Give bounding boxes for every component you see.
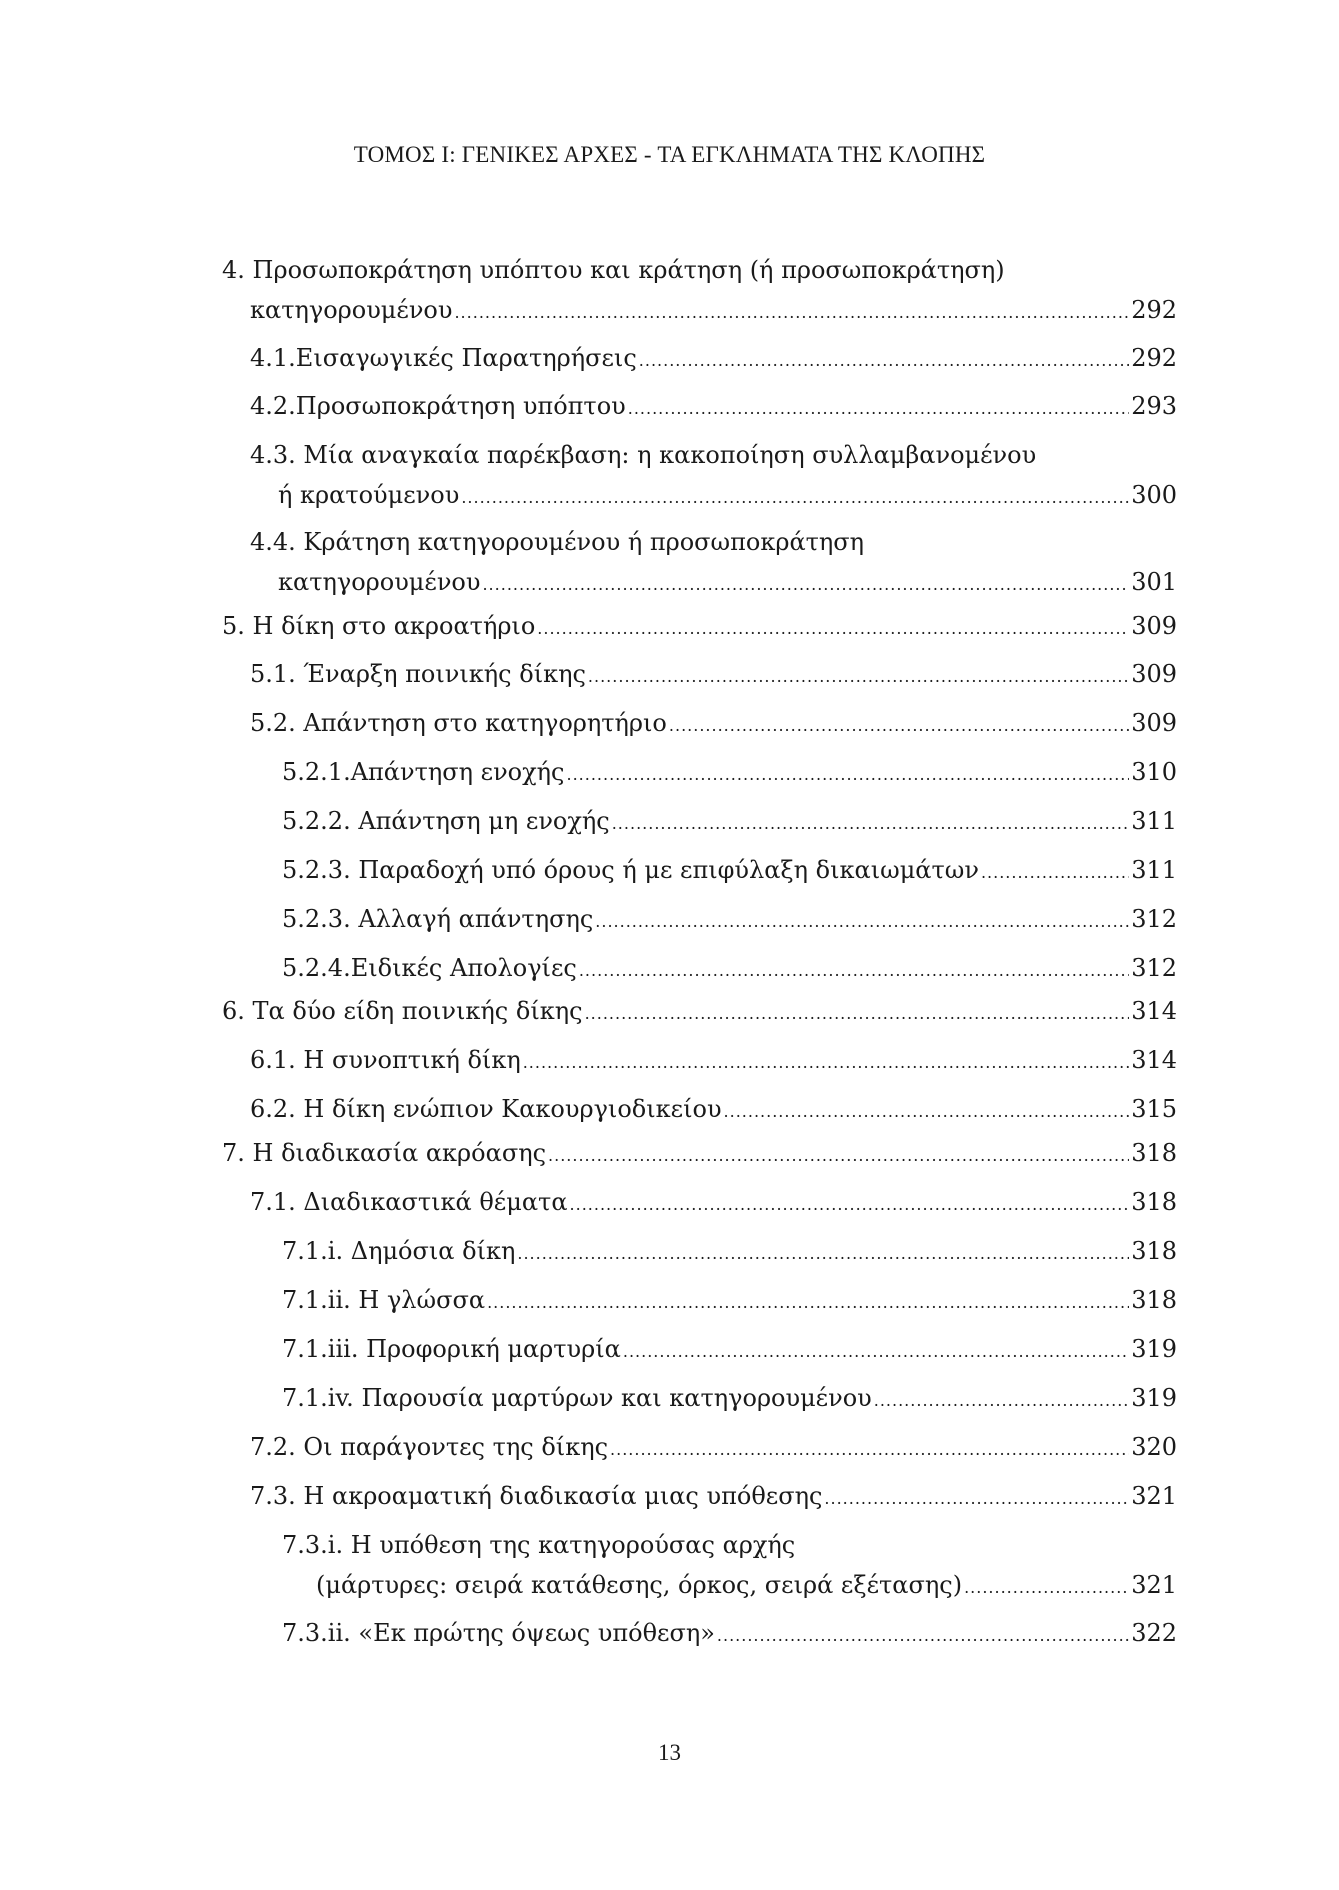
dot-leader <box>595 902 1129 942</box>
toc-entry[interactable] <box>282 752 1177 795</box>
toc-page-number: 315 <box>1131 1095 1177 1123</box>
dot-leader <box>981 853 1129 893</box>
toc-page-number: 318 <box>1131 1237 1177 1265</box>
dot-leader <box>585 994 1130 1034</box>
dot-leader <box>517 1234 1129 1274</box>
dot-leader <box>588 657 1129 697</box>
toc-entry-title: 7.1. Διαδικαστικά θέματα <box>250 1188 568 1216</box>
toc-entry[interactable] <box>282 899 1177 942</box>
toc-entry[interactable] <box>282 1329 1177 1372</box>
toc-page-number: 318 <box>1131 1188 1177 1216</box>
dot-leader <box>461 478 1129 518</box>
dot-leader <box>537 609 1129 649</box>
toc-entry-title: 4.1.Εισαγωγικές Παρατηρήσεις <box>250 344 637 372</box>
toc-page-number: 319 <box>1131 1384 1177 1412</box>
dot-leader <box>623 1332 1129 1372</box>
toc-entry-title: 5.2.1.Απάντηση ενοχής <box>282 758 565 786</box>
dot-leader <box>612 804 1129 844</box>
toc-entry-title: (μάρτυρες: σειρά κατάθεσης, όρκος, σειρά εξέτασης) <box>316 1571 963 1599</box>
toc-entry[interactable] <box>282 948 1177 991</box>
dot-leader <box>639 341 1129 381</box>
toc-entry[interactable] <box>250 386 1177 429</box>
toc-entry[interactable] <box>282 801 1177 844</box>
toc-entry[interactable] <box>250 435 1177 518</box>
toc-entry[interactable] <box>222 606 1177 649</box>
toc-page-number: 320 <box>1131 1433 1177 1461</box>
toc-entry[interactable] <box>250 1182 1177 1225</box>
toc-entry-first-line: 4.3. Μία αναγκαία παρέκβαση: η κακοποίηση συλλαμβανομένου <box>250 441 1037 469</box>
toc-entry-first-line: 4. Προσωποκράτηση υπόπτου και κράτηση (ή προσωποκράτηση) <box>222 256 1005 284</box>
toc-entry-title: ή κρατούμενου <box>278 481 460 509</box>
toc-entry[interactable] <box>282 850 1177 893</box>
toc-page-number: 321 <box>1131 1571 1177 1599</box>
dot-leader <box>482 565 1129 605</box>
toc-page-number: 318 <box>1131 1139 1177 1167</box>
toc-page-number: 321 <box>1131 1482 1177 1510</box>
toc-entry-title: 7. Η διαδικασία ακρόασης <box>222 1139 547 1167</box>
toc-page-number: 309 <box>1131 709 1177 737</box>
toc-entry-title: 6.1. Η συνοπτική δίκη <box>250 1046 521 1074</box>
toc-entry-title: 7.1.ii. Η γλώσσα <box>282 1286 486 1314</box>
dot-leader <box>566 755 1129 795</box>
dot-leader <box>964 1568 1129 1608</box>
toc-entry-title: 5.2.4.Ειδικές Απολογίες <box>282 954 577 982</box>
toc-entry[interactable] <box>250 1476 1177 1519</box>
toc-entry[interactable] <box>282 1231 1177 1274</box>
dot-leader <box>579 951 1129 991</box>
toc-page-number: 311 <box>1131 807 1177 835</box>
toc-entry-title: 5.2.3. Αλλαγή απάντησης <box>282 905 594 933</box>
toc-page-number: 314 <box>1131 997 1177 1025</box>
toc-entry-title: 5.2.2. Απάντηση μη ενοχής <box>282 807 610 835</box>
toc-page-number: 300 <box>1131 481 1177 509</box>
toc-page-number: 293 <box>1131 392 1177 420</box>
toc-entry[interactable] <box>250 703 1177 746</box>
toc-page-number: 312 <box>1131 905 1177 933</box>
dot-leader <box>570 1185 1130 1225</box>
toc-entry-title: 7.3.ii. «Εκ πρώτης όψεως υπόθεση» <box>282 1619 715 1647</box>
toc-page-number: 292 <box>1131 296 1177 324</box>
dot-leader <box>610 1430 1129 1470</box>
dot-leader <box>717 1616 1129 1656</box>
toc-entry-title: 7.1.i. Δημόσια δίκη <box>282 1237 516 1265</box>
toc-page-number: 311 <box>1131 856 1177 884</box>
toc-entry-title: 5.2.3. Παραδοχή υπό όρους ή με επιφύλαξη δικαιωμάτων <box>282 856 979 884</box>
toc-entry[interactable] <box>222 1133 1177 1176</box>
toc-entry[interactable] <box>250 1040 1177 1083</box>
toc-entry[interactable] <box>282 1613 1177 1656</box>
toc-entry[interactable] <box>282 1378 1177 1421</box>
dot-leader <box>523 1043 1129 1083</box>
toc-page-number: 301 <box>1131 568 1177 596</box>
dot-leader <box>669 706 1129 746</box>
running-header: ΤΟΜΟΣ Ι: ΓΕΝΙΚΕΣ ΑΡΧΕΣ - ΤΑ ΕΓΚΛΗΜΑΤΑ ΤΗΣ ΚΛΟΠΗΣ <box>353 142 986 167</box>
dot-leader <box>874 1381 1129 1421</box>
toc-entry[interactable] <box>222 250 1177 333</box>
dot-leader <box>824 1479 1129 1519</box>
toc-entry-title: 7.1.iii. Προφορική μαρτυρία <box>282 1335 621 1363</box>
toc-entry-title: 5. Η δίκη στο ακροατήριο <box>222 612 536 640</box>
toc-page-number: 319 <box>1131 1335 1177 1363</box>
toc-entry[interactable] <box>250 1427 1177 1470</box>
toc-entry[interactable] <box>250 522 1177 605</box>
toc-entry-title: 7.3. Η ακροαματική διαδικασία μιας υπόθεσης <box>250 1482 823 1510</box>
toc-entry-title: 7.1.iv. Παρουσία μαρτύρων και κατηγορουμένου <box>282 1384 872 1412</box>
toc-page-number: 314 <box>1131 1046 1177 1074</box>
toc-entry-title: κατηγορουμένου <box>250 296 453 324</box>
toc-entry-title: 6.2. Η δίκη ενώπιον Κακουργιοδικείου <box>250 1095 722 1123</box>
toc-page-number: 310 <box>1131 758 1177 786</box>
dot-leader <box>487 1283 1129 1323</box>
toc-entry[interactable] <box>250 654 1177 697</box>
toc-page-number: 292 <box>1131 344 1177 372</box>
toc-page-number: 309 <box>1131 612 1177 640</box>
toc-entry[interactable] <box>250 1089 1177 1132</box>
dot-leader <box>454 293 1129 333</box>
toc-entry-title: 4.2.Προσωποκράτηση υπόπτου <box>250 392 626 420</box>
toc-page-number: 318 <box>1131 1286 1177 1314</box>
toc-entry[interactable] <box>282 1525 1177 1608</box>
toc-entry-title: κατηγορουμένου <box>278 568 481 596</box>
toc-entry-title: 5.2. Απάντηση στο κατηγορητήριο <box>250 709 667 737</box>
dot-leader <box>628 389 1129 429</box>
toc-entry-title: 7.2. Οι παράγοντες της δίκης <box>250 1433 609 1461</box>
dot-leader <box>548 1136 1129 1176</box>
toc-page-number: 309 <box>1131 660 1177 688</box>
toc-entry-first-line: 4.4. Κράτηση κατηγορουμένου ή προσωποκράτηση <box>250 528 865 556</box>
toc-page-number: 312 <box>1131 954 1177 982</box>
toc-entry[interactable] <box>250 338 1177 381</box>
dot-leader <box>724 1092 1130 1132</box>
toc-entry[interactable] <box>222 991 1177 1034</box>
toc-entry-first-line: 7.3.i. Η υπόθεση της κατηγορούσας αρχής <box>282 1531 796 1559</box>
toc-entry[interactable] <box>282 1280 1177 1323</box>
page-number: 13 <box>658 1740 681 1765</box>
toc-entry-title: 6. Τα δύο είδη ποινικής δίκης <box>222 997 583 1025</box>
toc-page-number: 322 <box>1131 1619 1177 1647</box>
toc-entry-title: 5.1. Έναρξη ποινικής δίκης <box>250 660 586 688</box>
